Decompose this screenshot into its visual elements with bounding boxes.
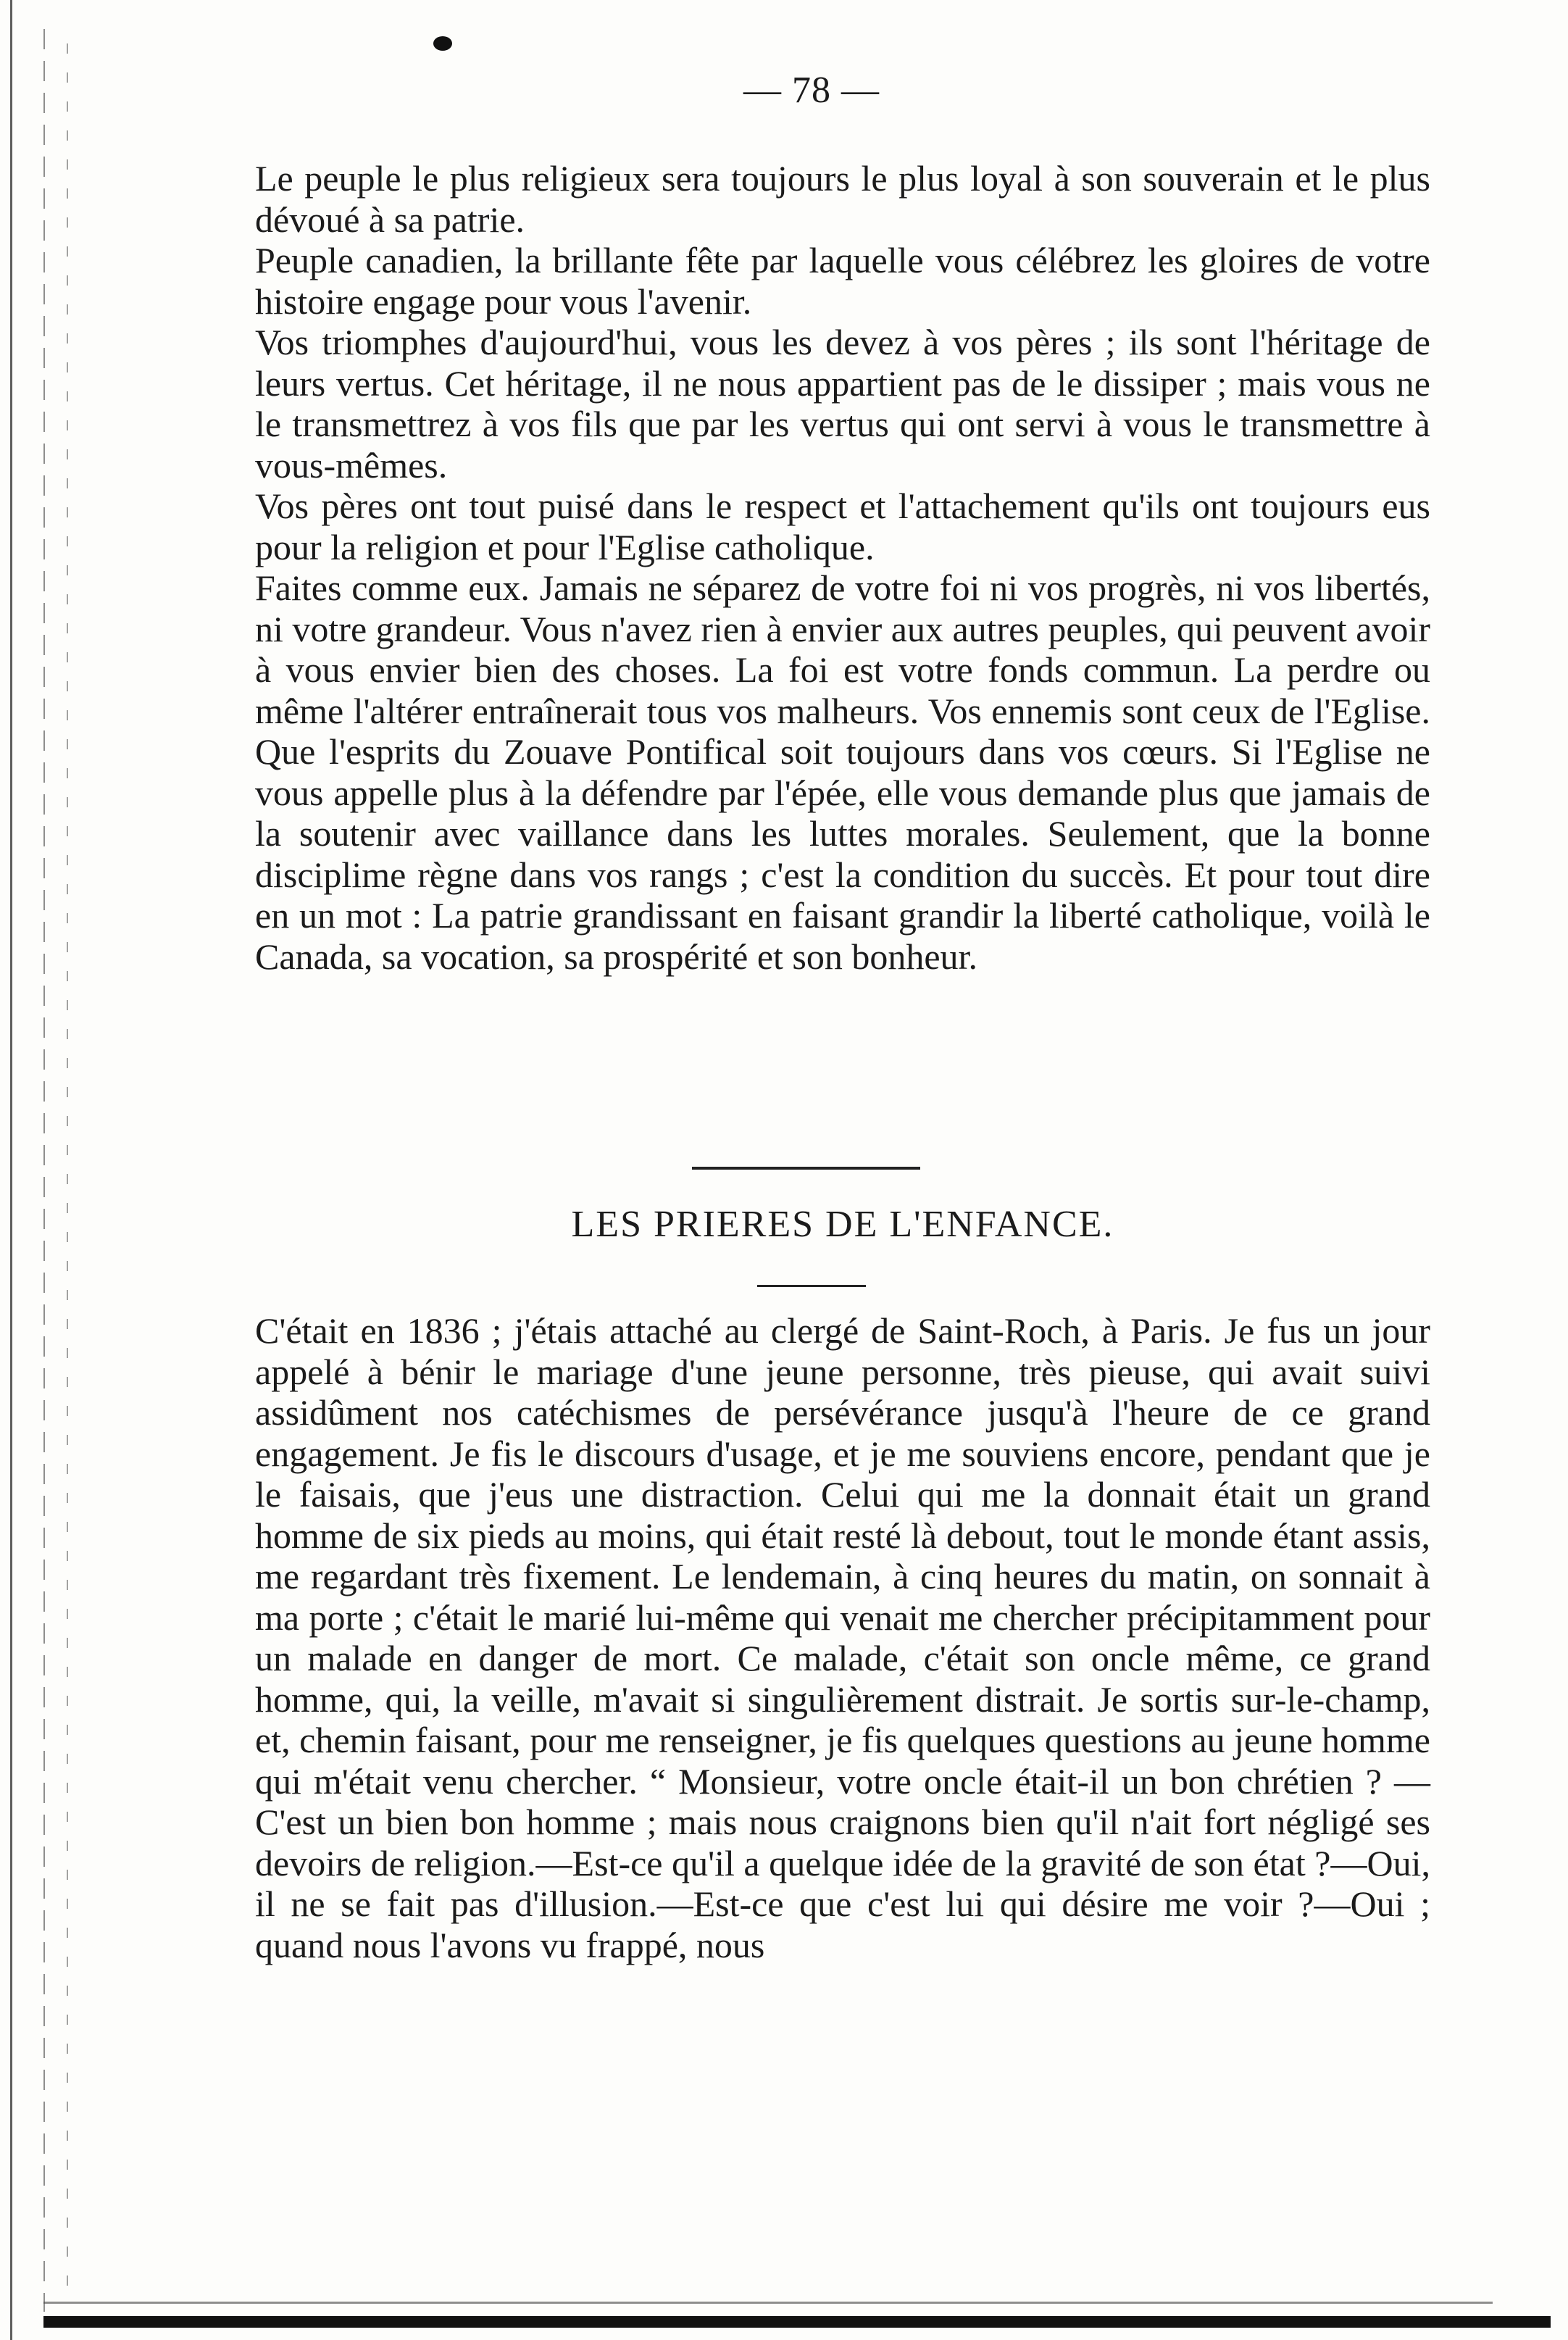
paragraph: Peuple canadien, la brillante fête par laquelle vous célébrez les gloires de votre histoire engage pour vous l'avenir. — [255, 240, 1430, 322]
scan-bottom-edge — [43, 2316, 1551, 2328]
binding-edge-mark — [43, 29, 45, 2312]
ink-blot — [433, 36, 452, 51]
heading-underline-rule — [757, 1285, 866, 1287]
section-heading: LES PRIERES DE L'ENFANCE. — [571, 1204, 1114, 1245]
section-divider-rule — [692, 1167, 920, 1170]
paragraph: Faites comme eux. Jamais ne séparez de votre foi ni vos progrès, ni vos libertés, ni votre grandeur. Vous n'avez rien à envier aux autres peuples, qui peuvent avoir à vous envier bien des choses. La foi est votre fonds commun. La perdre ou même l'altérer entraînerait tous vos malheurs. Vos ennemis sont ceux de l'Eglise. Que l'esprits du Zouave Pontifical soit toujours dans vos cœurs. Si l'Eglise ne vous appelle plus à la défendre par l'épée, elle vous demande plus que jamais de la soutenir avec vaillance dans les luttes morales. Seulement, que la bonne disciplime règne dans vos rangs ; c'est la condition du succès. Et pour tout dire en un mot : La patrie grandissant en faisant grandir la liberté catholique, voilà le Canada, sa vocation, sa prospérité et son bonheur. — [255, 567, 1430, 977]
bottom-text-section — [255, 1310, 1430, 1965]
paragraph: Vos pères ont tout puisé dans le respect et l'attachement qu'ils ont toujours eus pour la religion et pour l'Eglise catholique. — [255, 486, 1430, 567]
binding-edge-mark — [10, 0, 12, 2340]
top-text-section — [255, 158, 1430, 977]
paragraph: Vos triomphes d'aujourd'hui, vous les devez à vos pères ; ils sont l'héritage de leurs vertus. Cet héritage, il ne nous appartient pas de le dissiper ; mais vous ne le transmettrez à vos fils que par les vertus qui ont servi à vous le transmettre à vous-mêmes. — [255, 322, 1430, 486]
scan-bottom-edge-line — [43, 2302, 1493, 2304]
page-number: — 78 — — [743, 70, 880, 111]
paragraph: C'était en 1836 ; j'étais attaché au clergé de Saint-Roch, à Paris. Je fus un jour appelé à bénir le mariage d'une jeune personne, très pieuse, qui avait suivi assidûment nos catéchismes de persévérance jusqu'à l'heure de ce grand engagement. Je fis le discours d'usage, et je me souviens encore, pendant que je le faisais, que j'eus une distraction. Celui qui me la donnait était un grand homme de six pieds au moins, qui était resté là debout, tout le monde étant assis, me regardant très fixement. Le lendemain, à cinq heures du matin, on sonnait à ma porte ; c'était le marié lui-même qui venait me chercher précipitamment pour un malade en danger de mort. Ce malade, c'était son oncle même, ce grand homme, qui, la veille, m'avait si singulièrement distrait. Je sortis sur-le-champ, et, chemin faisant, pour me renseigner, je fis quelques questions au jeune homme qui m'était venu chercher. “ Monsieur, votre oncle était-il un bon chrétien ? — C'est un bien bon homme ; mais nous craignons bien qu'il n'ait fort négligé ses devoirs de religion.—Est-ce qu'il a quelque idée de la gravité de son état ?—Oui, il ne se fait pas d'illusion.—Est-ce que c'est lui qui désire me voir ?—Oui ; quand nous l'avons vu frappé, nous — [255, 1310, 1430, 1965]
paragraph: Le peuple le plus religieux sera toujours le plus loyal à son souverain et le plus dévoué à sa patrie. — [255, 158, 1430, 240]
binding-edge-mark — [67, 43, 68, 2304]
